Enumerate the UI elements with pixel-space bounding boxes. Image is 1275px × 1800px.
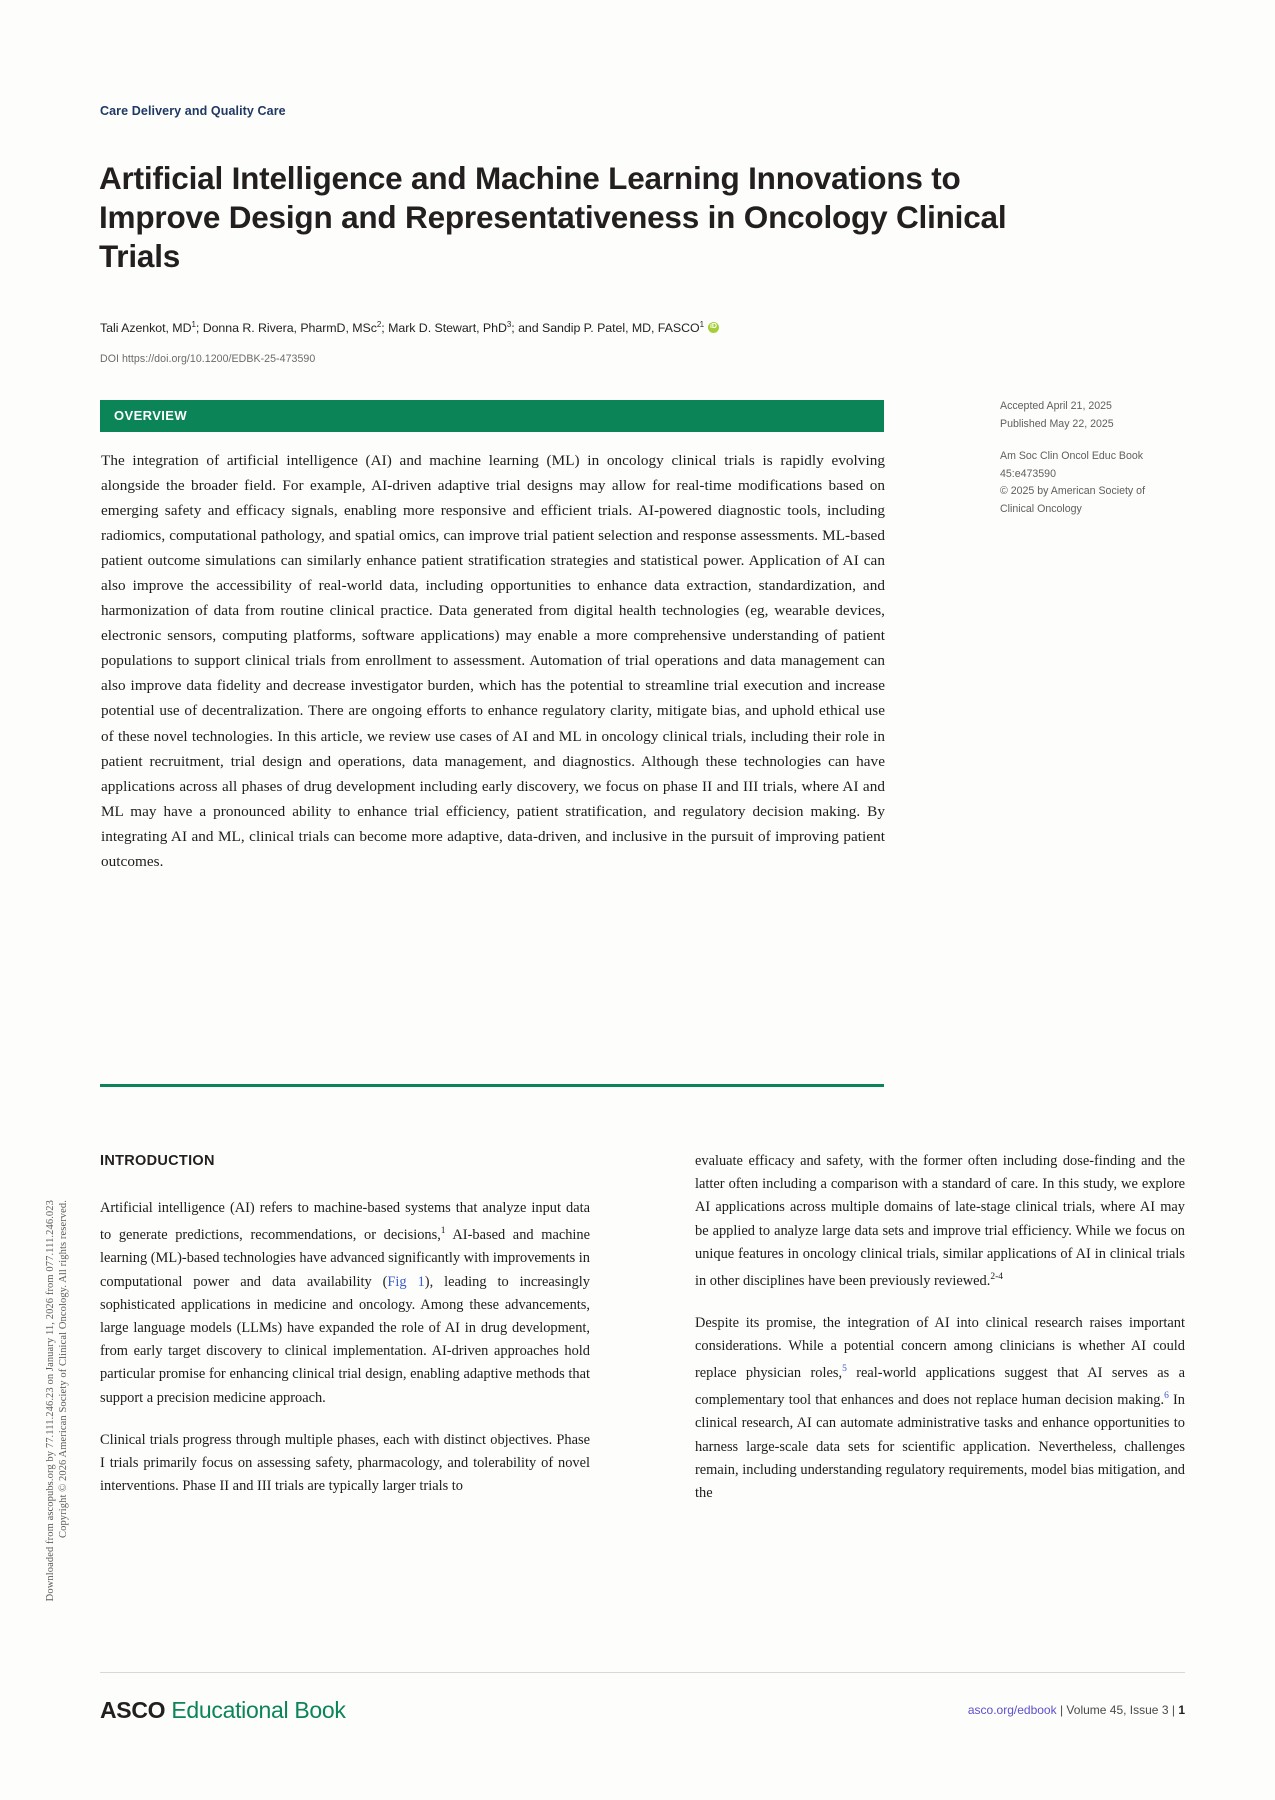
author-3-name: Mark D. Stewart, PhD bbox=[388, 321, 507, 336]
author-4-affiliation: 1 bbox=[699, 320, 704, 329]
abstract-text: The integration of artificial intelligence (AI) and machine learning (ML) in oncology clinical trials is rapidly evolving alongside the broader field. For example, AI-driven adaptive trial designs may allow for real-time modifications based on emerging safety and efficacy signals, enabling more responsive and efficient trials. AI-powered diagnostic tools, including radiomics, computational pathology, and spatial omics, can improve trial patient selection and response assessments. ML-based patient outcome simulations can similarly enhance patient stratification strategies and statistical power. Application of AI can also improve the accessibility of real-world data, including opportunities to enhance data extraction, standardization, and harmonization of data from routine clinical practice. Data generated from digital health technologies (eg, wearable devices, electronic sensors, computing platforms, software applications) may enable a more comprehensive understanding of patient populations to support clinical trials from enrollment to assessment. Automation of trial operations and data management can also improve data fidelity and decrease investigator burden, which has the potential to streamline trial execution and increase potential use of decentralization. There are ongoing efforts to enhance regulatory clarity, mitigate bias, and uphold ethical use of these novel technologies. In this article, we review use cases of AI and ML in oncology clinical trials, including their role in patient recruitment, trial design and operations, data management, and diagnostics. Although these technologies can have applications across all phases of drug development including early discovery, we focus on phase II and III trials, where AI and ML may have a pronounced ability to enhance trial efficiency, patient stratification, and regulatory decision making. By integrating AI and ML, clinical trials can become more adaptive, data-driven, and inclusive in the pursuit of improving patient outcomes. bbox=[101, 452, 885, 870]
overview-banner-label: OVERVIEW bbox=[114, 408, 188, 423]
body-column-left bbox=[100, 1150, 590, 1498]
section-heading-introduction: INTRODUCTION bbox=[100, 1153, 215, 1169]
author-sep-1: ; bbox=[195, 321, 203, 336]
author-sep-3: ; and bbox=[511, 321, 542, 336]
metadata-dates bbox=[1000, 398, 1185, 433]
asco-educational-book-logo bbox=[100, 1697, 346, 1724]
section-kicker: Care Delivery and Quality Care bbox=[100, 104, 286, 118]
metadata-citation bbox=[1000, 448, 1185, 518]
citation-journal: Am Soc Clin Oncol Educ Book bbox=[1000, 450, 1144, 462]
download-watermark bbox=[34, 560, 69, 1602]
author-byline bbox=[100, 320, 1080, 335]
author-1-name: Tali Azenkot, MD bbox=[100, 321, 192, 336]
page-title: Artificial Intelligence and Machine Learning Innovations to Improve Design and Representativeness in Oncology Clinical Trials bbox=[99, 160, 1007, 275]
figure-link[interactable]: Fig 1 bbox=[387, 1273, 425, 1290]
author-1-affiliation: 1 bbox=[191, 320, 196, 329]
abstract-divider bbox=[100, 1084, 884, 1087]
accepted-date: Accepted April 21, 2025 bbox=[1000, 400, 1112, 412]
watermark-line-2: Copyright © 2026 American Society of Clinical Oncology. All rights reserved. bbox=[58, 1200, 69, 1539]
footer-separator-1: | bbox=[1059, 1703, 1064, 1717]
published-date: Published May 22, 2025 bbox=[1000, 417, 1114, 430]
intro-paragraph-3: evaluate efficacy and safety, with the former often including dose-finding and the latter often including a comparison with a standard of care. In this study, we explore AI applications across multiple domains of late-stage clinical trials, where AI may be applied to analyze large data sets and improve trial efficiency. While we focus on unique features in oncology clinical trials, similar applications of AI in clinical trials in other disciplines have been previously reviewed.$^{2-4}$ bbox=[695, 1153, 1185, 1289]
watermark-line-1: Downloaded from ascopubs.org by 77.111.246.23 on January 11, 2026 from 077.111.246.023 bbox=[45, 1200, 56, 1602]
intro-paragraph-4: Despite its promise, the integration of AI into clinical research raises important considerations. While a potential concern among clinicians is whether AI could replace physician roles,$^5$ real-world applications suggest that AI serves as a complementary tool that enhances and does not replace human decision making.$^6$ In clinical research, AI can automate administrative tasks and enhance opportunities to harness large-scale data sets for scientific application. Nevertheless, challenges remain, including understanding regulatory requirements, model bias mitigation, and the bbox=[695, 1315, 1185, 1502]
body-columns bbox=[100, 1150, 1185, 1630]
page-number: 1 bbox=[1178, 1703, 1185, 1717]
doi-line[interactable] bbox=[100, 353, 315, 365]
body-column-right bbox=[695, 1150, 1185, 1505]
author-sep-2: ; bbox=[381, 321, 389, 336]
asco-redbook-url[interactable]: asco.org/edbook bbox=[967, 1703, 1057, 1717]
doi-label: DOI bbox=[100, 353, 119, 365]
copyright-line-1: © 2025 by American Society of bbox=[1000, 485, 1146, 497]
article-metadata bbox=[1000, 398, 1185, 533]
overview-banner bbox=[100, 400, 884, 432]
author-2-name: Donna R. Rivera, PharmD, MSc bbox=[202, 321, 377, 336]
intro-paragraph-2: Clinical trials progress through multiple phases, each with distinct objectives. Phase I trials primarily focus on assessing safety, pharmacology, and tolerability of novel interventions. Phase II and III trials are typically larger trials to bbox=[100, 1431, 590, 1495]
educational-book-text: Educational Book bbox=[165, 1697, 346, 1723]
footer-meta bbox=[968, 1703, 1185, 1717]
copyright-line-2: Clinical Oncology bbox=[1000, 502, 1082, 515]
footer-volume: Volume 45, Issue 3 bbox=[1066, 1703, 1169, 1717]
author-3-affiliation: 3 bbox=[506, 320, 512, 329]
asco-logo-text: ASCO bbox=[100, 1697, 166, 1723]
citation-volume: 45:e473590 bbox=[1000, 467, 1056, 480]
intro-paragraph-1: Artificial intelligence (AI) refers to machine-based systems that analyze input data to generate predictions, recommendations, or decisions,$^1$ AI-based and machine learning (ML)-based technologies have advanced significantly with improvements in computational power and data availability (Fig 1), leading to increasingly sophisticated applications in medicine and oncology. Among these advancements, large language models (LLMs) have expanded the role of AI in drug development, from early target discovery to clinical implementation. AI-driven approaches hold particular promise for enhancing clinical trial design, enabling adaptive methods that support a precision medicine approach. bbox=[100, 1200, 590, 1406]
author-4-name: Sandip P. Patel, MD, FASCO bbox=[542, 321, 700, 336]
orcid-id-icon[interactable] bbox=[708, 322, 719, 333]
doi-url[interactable]: https://doi.org/10.1200/EDBK-25-473590 bbox=[121, 353, 316, 365]
author-2-affiliation: 2 bbox=[376, 320, 382, 329]
footer-separator-2: | bbox=[1171, 1703, 1175, 1717]
footer-divider bbox=[100, 1672, 1185, 1673]
